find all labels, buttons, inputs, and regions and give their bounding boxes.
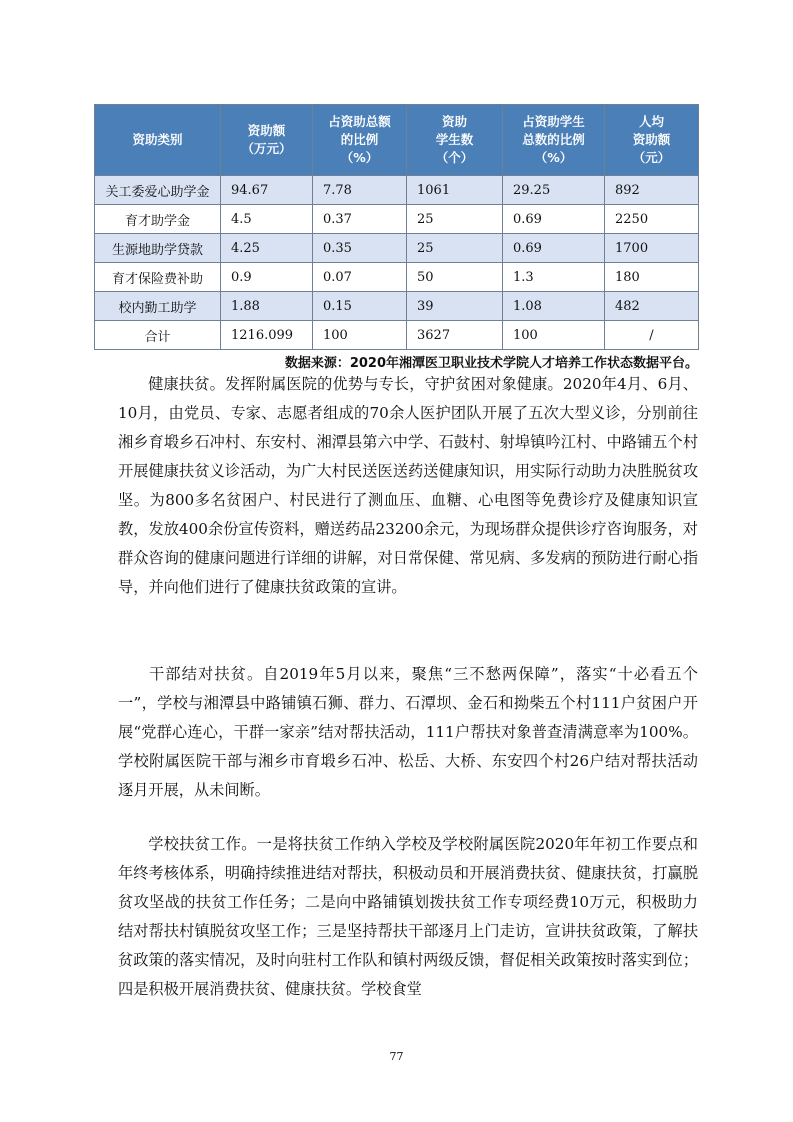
header-amount-ratio: 占资助总额 的比例 （%） <box>313 105 407 176</box>
page-number: 77 <box>389 1050 404 1063</box>
paragraph-cadre-pairing: 干部结对扶贫。自2019年5月以来，聚焦“三不愁两保障”，落实“十必看五个一”，学校与湘潭县中路铺镇石狮、群力、石潭坝、金石和拗柴五个村111户贫困户开展“党群心连心，干群一家亲”结对帮扶活动，111户帮扶对象普查清满意率为100%。学校附属医院干部与湘乡市育塅乡石冲、松岳、大桥、东安四个村26户结对帮扶活动逐月开展，从未间断。 <box>118 665 698 799</box>
cell-students: 50 <box>407 263 503 292</box>
cell-student-ratio: 100 <box>503 321 605 350</box>
table-row <box>95 234 699 263</box>
table-total-row <box>95 321 699 350</box>
cell-category: 育才保险费补助 <box>95 263 221 292</box>
cell-amount: 0.9 <box>221 263 313 292</box>
data-source-note: 数据来源：2020年湘潭医卫职业技术学院人才培养工作状态数据平台。 <box>284 356 698 371</box>
cell-amount-ratio: 7.78 <box>313 176 407 205</box>
cell-amount-ratio: 0.37 <box>313 205 407 234</box>
header-students: 资助 学生数 （个） <box>407 105 503 176</box>
table-row <box>95 263 699 292</box>
paragraph-health-poverty-relief: 健康扶贫。发挥附属医院的优势与专长，守护贫困对象健康。2020年4月、6月、10月，由党员、专家、志愿者组成的70余人医护团队开展了五次大型义诊，分别前往湘乡育塅乡石冲村、东安村、湘潭县第六中学、石鼓村、射埠镇吟江村、中路铺五个村开展健康扶贫义诊活动，为广大村民送医送药送健康知识，用实际行动助力决胜脱贫攻坚。为800多名贫困户、村民进行了测血压、血糖、心电图等免费诊疗及健康知识宣教，发放400余份宣传资料，赠送药品23200余元，为现场群众提供诊疗咨询服务，对群众咨询的健康问题进行详细的讲解，对日常保健、常见病、多发病的预防进行耐心指导，并向他们进行了健康扶贫政策的宣讲。 <box>118 375 698 596</box>
header-category: 资助类别 <box>95 105 221 176</box>
cell-students: 3627 <box>407 321 503 350</box>
cell-amount-ratio: 0.35 <box>313 234 407 263</box>
cell-category: 校内勤工助学 <box>95 292 221 321</box>
table-row <box>95 176 699 205</box>
cell-students: 25 <box>407 234 503 263</box>
cell-per-capita: / <box>605 321 699 350</box>
cell-per-capita: 482 <box>605 292 699 321</box>
cell-students: 25 <box>407 205 503 234</box>
cell-amount-ratio: 0.15 <box>313 292 407 321</box>
cell-student-ratio: 1.08 <box>503 292 605 321</box>
cell-amount: 1.88 <box>221 292 313 321</box>
table-row <box>95 292 699 321</box>
header-amount: 资助额 （万元） <box>221 105 313 176</box>
cell-amount: 4.5 <box>221 205 313 234</box>
cell-amount: 94.67 <box>221 176 313 205</box>
cell-student-ratio: 29.25 <box>503 176 605 205</box>
cell-students: 1061 <box>407 176 503 205</box>
cell-amount: 4.25 <box>221 234 313 263</box>
cell-category: 生源地助学贷款 <box>95 234 221 263</box>
paragraph-school-poverty-work: 学校扶贫工作。一是将扶贫工作纳入学校及学校附属医院2020年年初工作要点和年终考核体系，明确持续推进结对帮扶，积极动员和开展消费扶贫、健康扶贫，打赢脱贫攻坚战的扶贫工作任务；二是向中路铺镇划拨扶贫工作专项经费10万元，积极助力结对帮扶村镇脱贫攻坚工作；三是坚持帮扶干部逐月上门走访，宣讲扶贫政策，了解扶贫政策的落实情况，及时向驻村工作队和镇村两级反馈，督促相关政策按时落实到位；四是积极开展消费扶贫、健康扶贫。学校食堂 <box>118 835 698 998</box>
cell-student-ratio: 0.69 <box>503 205 605 234</box>
cell-per-capita: 2250 <box>605 205 699 234</box>
table-row <box>95 205 699 234</box>
table-header-row <box>95 105 699 176</box>
cell-per-capita: 1700 <box>605 234 699 263</box>
cell-category: 关工委爱心助学金 <box>95 176 221 205</box>
cell-amount-ratio: 100 <box>313 321 407 350</box>
header-student-ratio: 占资助学生 总数的比例 （%） <box>503 105 605 176</box>
cell-amount: 1216.099 <box>221 321 313 350</box>
cell-category: 育才助学金 <box>95 205 221 234</box>
cell-amount-ratio: 0.07 <box>313 263 407 292</box>
funding-table <box>94 104 699 350</box>
cell-per-capita: 180 <box>605 263 699 292</box>
cell-students: 39 <box>407 292 503 321</box>
cell-student-ratio: 1.3 <box>503 263 605 292</box>
cell-student-ratio: 0.69 <box>503 234 605 263</box>
cell-category: 合计 <box>95 321 221 350</box>
header-per-capita: 人均 资助额 （元） <box>605 105 699 176</box>
cell-per-capita: 892 <box>605 176 699 205</box>
